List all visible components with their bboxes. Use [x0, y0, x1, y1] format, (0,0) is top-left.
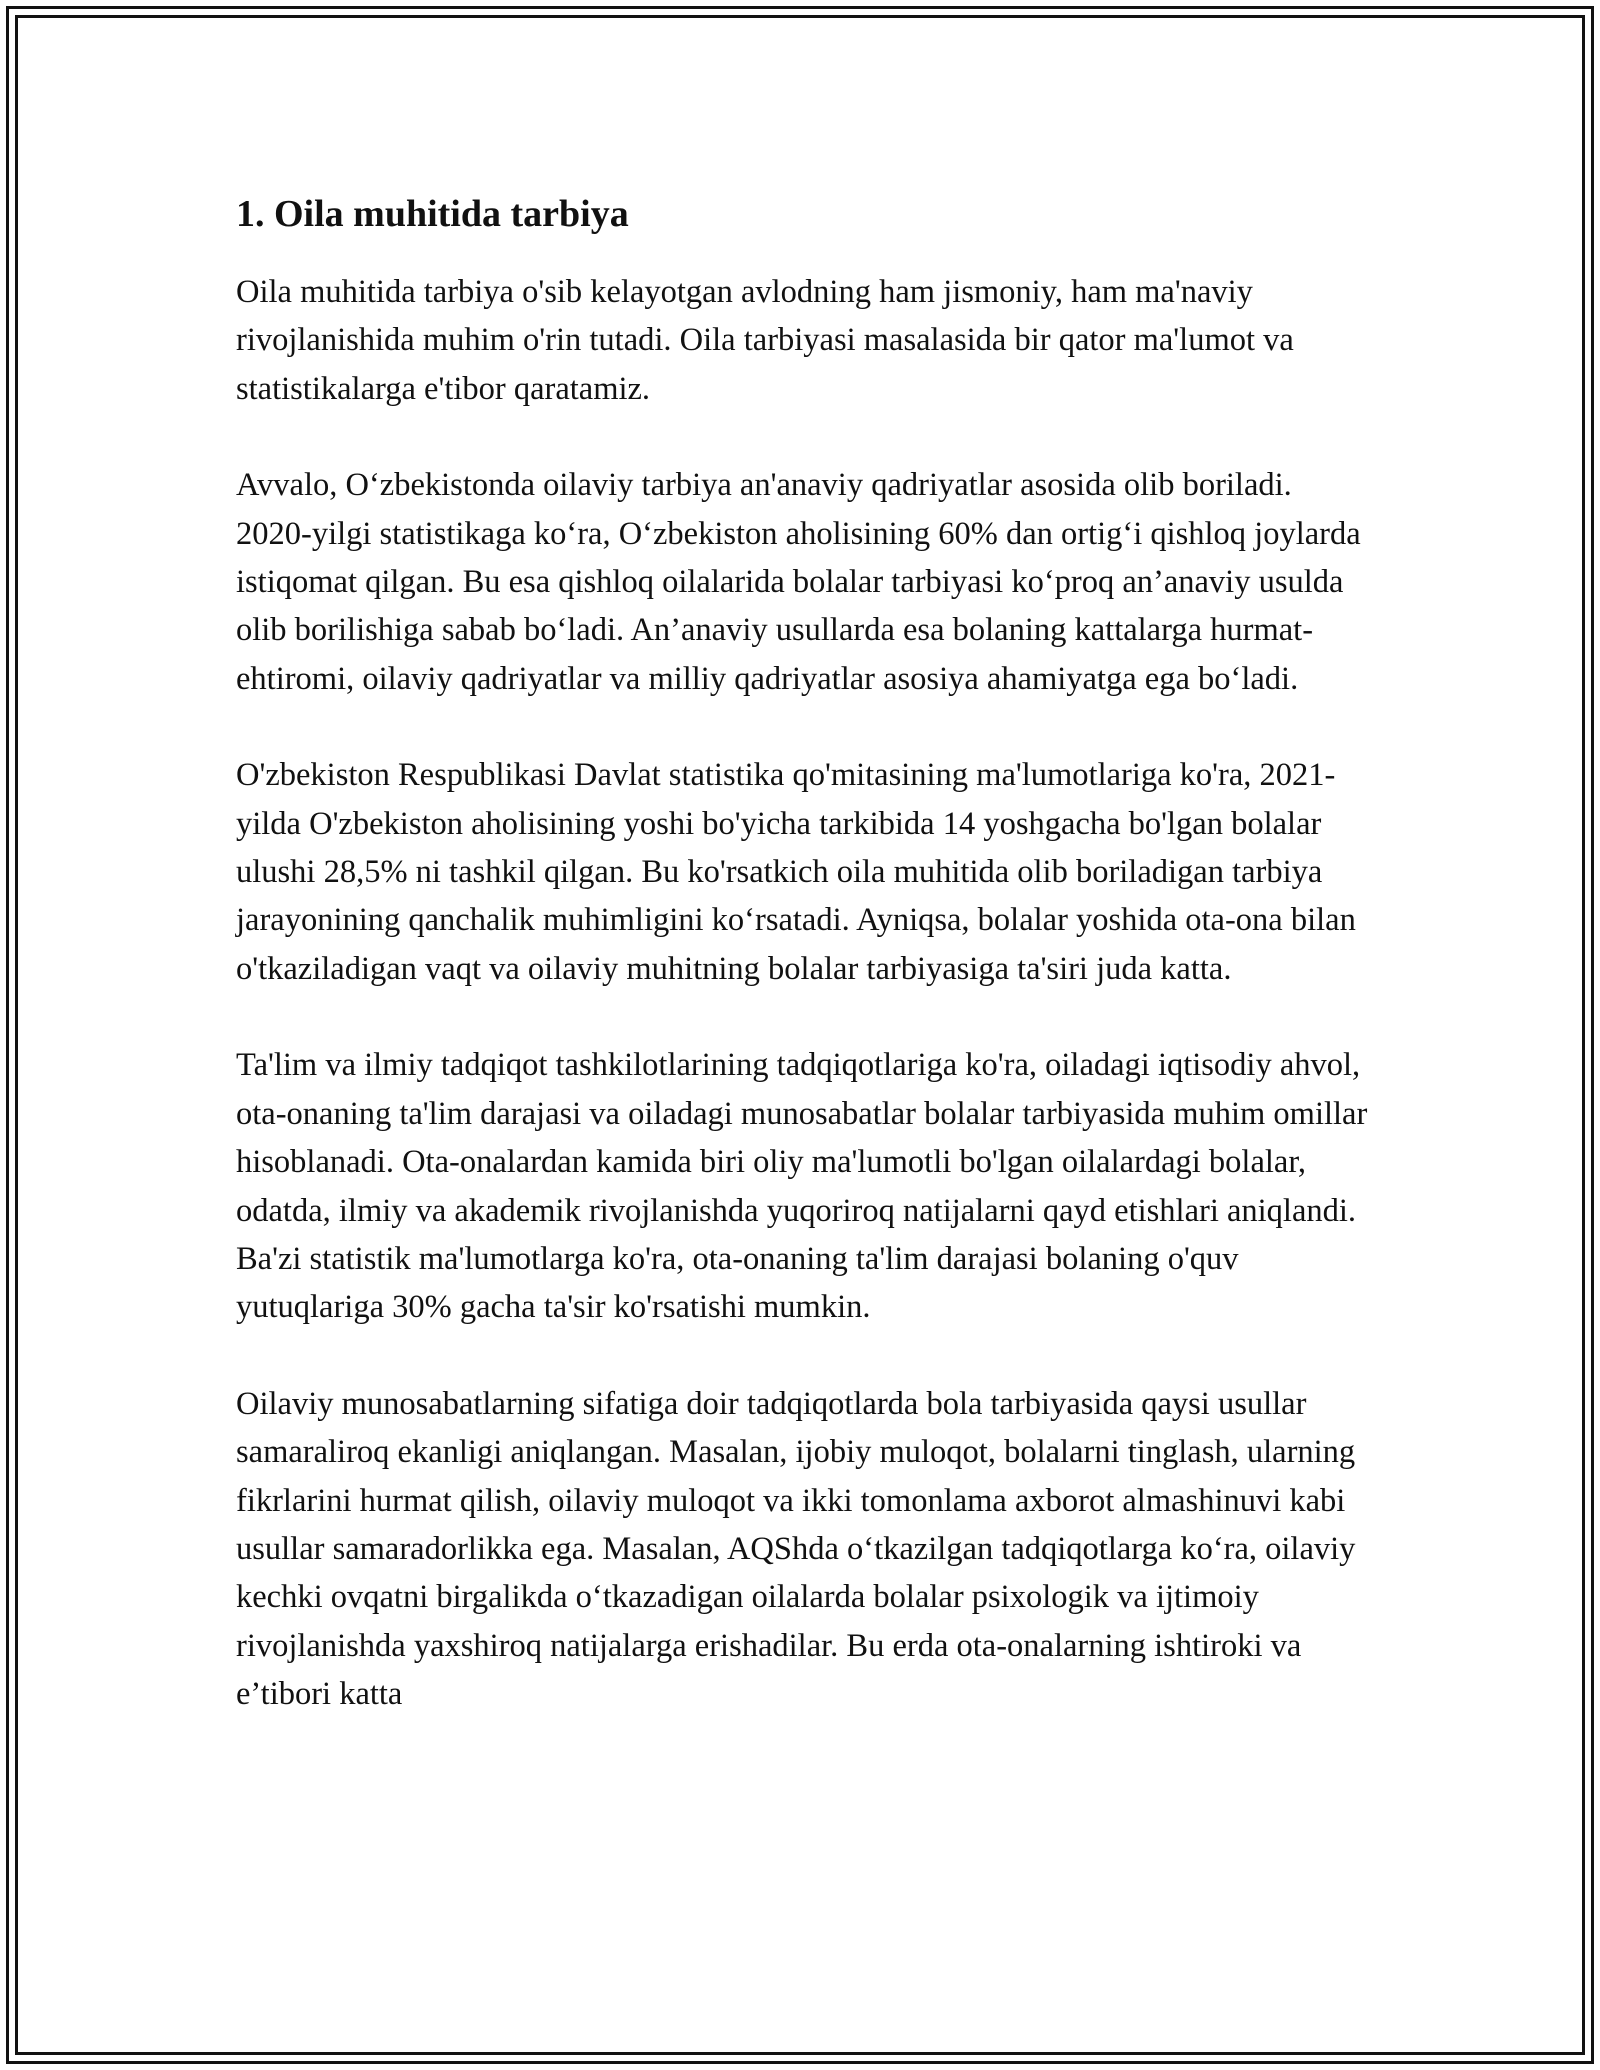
paragraph-intro: Oila muhitida tarbiya o'sib kelayotgan avlodning ham jismoniy, ham ma'naviy rivojlanishida muhim o'rin tutadi. Oila tarbiyasi masalasida bir qator ma'lumot va statistikalarga e'tibor qaratamiz. [236, 274, 1294, 407]
paragraph-family-relations: Oilaviy munosabatlarning sifatiga doir tadqiqotlarda bola tarbiyasida qaysi usullar samaraliroq ekanligi aniqlangan. Masalan, ijobiy muloqot, bolalarni tinglash, ularning fikrlarini hurmat qilish, oilaviy muloqot va ikki tomonlama axborot almashinuvi kabi usullar samaradorlikka ega. Masalan, AQShda o‘tkazilgan tadqiqotlarga ko‘ra, oilaviy kechki ovqatni birgalikda o‘tkazadigan oilalarda bolalar psixologik va ijtimoiy rivojlanishda yaxshiroq natijalarga erishadilar. Bu erda ota-onalarning ishtiroki va e’tibori katta [236, 1385, 1356, 1713]
document-body [236, 186, 1374, 1767]
section-heading: 1. Oila muhitida tarbiya [236, 193, 629, 235]
paragraph-education-research: Ta'lim va ilmiy tadqiqot tashkilotlarining tadqiqotlariga ko'ra, oiladagi iqtisodiy ahvol, ota-onaning ta'lim darajasi va oiladagi munosabatlar bolalar tarbiyasida muhim omillar hisoblanadi. Ota-onalardan kamida biri oliy ma'lumotli bo'lgan oilalardagi bolalar, odatda, ilmiy va akademik rivojlanishda yuqoriroq natijalarni qayd etishlari aniqlandi. Ba'zi statistik ma'lumotlarga ko'ra, ota-onaning ta'lim darajasi bolaning o'quv yutuqlariga 30% gacha ta'sir ko'rsatishi mumkin. [236, 1047, 1368, 1326]
paragraph-traditional-values: Avvalo, O‘zbekistonda oilaviy tarbiya an'anaviy qadriyatlar asosida olib boriladi. 2020-yilgi statistikaga ko‘ra, O‘zbekiston aholisining 60% dan ortig‘i qishloq joylarda istiqomat qilgan. Bu esa qishloq oilalarida bolalar tarbiyasi ko‘proq an’anaviy usulda olib borilishiga sabab bo‘ladi. An’anaviy usullarda esa bolaning kattalarga hurmat-ehtiromi, oilaviy qadriyatlar va milliy qadriyatlar asosiya ahamiyatga ega bo‘ladi. [236, 467, 1361, 697]
paragraph-statistics-committee: O'zbekiston Respublikasi Davlat statistika qo'mitasining ma'lumotlariga ko'ra, 2021-yilda O'zbekiston aholisining yoshi bo'yicha tarkibida 14 yoshgacha bo'lgan bolalar ulushi 28,5% ni tashkil qilgan. Bu ko'rsatkich oila muhitida olib boriladigan tarbiya jarayonining qanchalik muhimligini ko‘rsatadi. Ayniqsa, bolalar yoshida ota-ona bilan o'tkaziladigan vaqt va oilaviy muhitning bolalar tarbiyasiga ta'siri juda katta. [236, 757, 1356, 987]
